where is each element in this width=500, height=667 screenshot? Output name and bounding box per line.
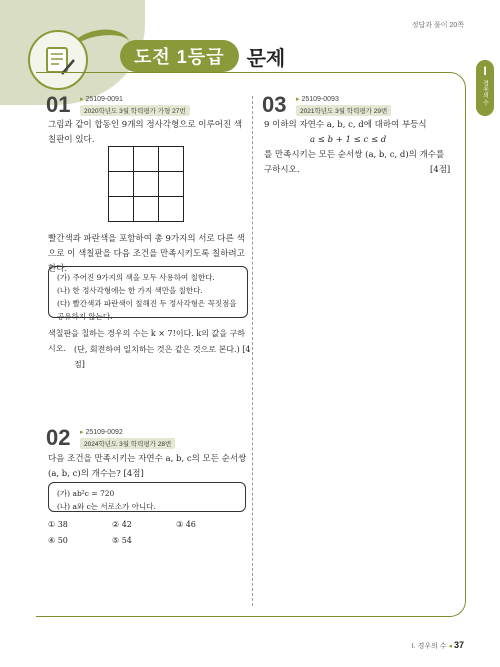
- column-divider: [252, 96, 253, 606]
- problem-intro: 그림과 같이 합동인 9개의 정사각형으로 이루어진 색칠판이 있다.: [48, 120, 243, 145]
- problem-number: 02: [46, 425, 71, 450]
- problem-source: 2024학년도 3월 학력평가 28번: [80, 438, 175, 449]
- problem-source: 2020학년도 3월 학력평가 가형 27번: [80, 105, 190, 116]
- problem-note: (단, 회전하여 일치하는 것은 같은 것으로 본다.) [4점]: [74, 345, 251, 369]
- page-footer: [412, 640, 464, 651]
- problem-code-text: 25109-0093: [301, 96, 339, 103]
- problem-question: 색칠판을 칠하는 경우의 수는 k × 7!이다. k의 값을 구하시오.: [48, 329, 245, 353]
- condition-item: (다) 빨간색과 파란색이 칠해진 두 정사각형은 꼭짓점을 공유하지 않는다.: [57, 299, 237, 321]
- condition-item: (가) 주어진 9가지의 색을 모두 사용하여 칠한다.: [57, 273, 215, 282]
- problem-code: ▸ 25109-0093: [296, 96, 339, 103]
- section-title: [120, 40, 285, 72]
- footer-section: I. 경우의 수: [411, 643, 447, 650]
- problem-source: 2021학년도 3월 학력평가 29번: [296, 105, 391, 116]
- board-cell: [134, 172, 159, 197]
- problem-points: [4점]: [430, 165, 451, 175]
- board-cell: [109, 172, 134, 197]
- problem-code-text: 25109-0091: [85, 96, 123, 103]
- choice-5[interactable]: ⑤ 54: [112, 536, 132, 545]
- problem-question: 를 만족시키는 모든 순서쌍 (a, b, c, d)의 개수를 구하시오.: [264, 150, 445, 175]
- footer-arrow-icon: ◂: [448, 643, 453, 650]
- title-suffix: 문제: [246, 47, 286, 70]
- problem-text: 다음 조건을 만족시키는 자연수 a, b, c의 모든 순서쌍 (a, b, c)의 개수는? [4점]: [48, 454, 247, 479]
- answer-reference: 정답과 풀이 20쪽: [411, 22, 464, 29]
- title-pill: 도전 1등급: [120, 40, 239, 72]
- board-cell: [109, 197, 134, 222]
- choice-1[interactable]: ① 38: [48, 520, 68, 529]
- chapter-label: 경우의 수: [481, 80, 488, 106]
- condition-item: (나) 한 정사각형에는 한 가지 색만을 칠한다.: [57, 286, 203, 295]
- problem-number: 01: [46, 92, 71, 117]
- choice-3[interactable]: ③ 46: [176, 520, 196, 529]
- inequality: a ≤ b + 1 ≤ c ≤ d: [310, 135, 387, 145]
- condition-box: [48, 266, 248, 321]
- problem-text: 9 이하의 자연수 a, b, c, d에 대하여 부등식: [264, 120, 427, 130]
- choice-2[interactable]: ② 42: [112, 520, 132, 529]
- board-cell: [109, 147, 134, 172]
- problem-code: ▸ 25109-0091: [80, 96, 123, 103]
- condition-item: (가) ab²c = 720: [57, 489, 115, 498]
- board-cell: [159, 147, 184, 172]
- condition-box: [48, 482, 246, 512]
- board-cell: [159, 172, 184, 197]
- choice-4[interactable]: ④ 50: [48, 536, 68, 545]
- problem-code-text: 25109-0092: [85, 429, 123, 436]
- condition-item: (나) a와 c는 서로소가 아니다.: [57, 502, 156, 511]
- answer-choices: [48, 517, 196, 549]
- problem-text: 빨간색과 파란색을 포함하여 총 9가지의 서로 다른 색으로 이 색칠판을 다음 조건을 만족시키도록 칠하려고 한다.: [48, 234, 245, 274]
- board-cell: [134, 197, 159, 222]
- coloring-board-figure: [108, 146, 184, 222]
- board-cell: [134, 147, 159, 172]
- chapter-number: I: [483, 64, 487, 78]
- problem-code: ▸ 25109-0092: [80, 429, 123, 436]
- page-number: 37: [453, 640, 464, 650]
- chapter-tab: [476, 60, 494, 116]
- board-cell: [159, 197, 184, 222]
- problem-number: 03: [262, 92, 287, 117]
